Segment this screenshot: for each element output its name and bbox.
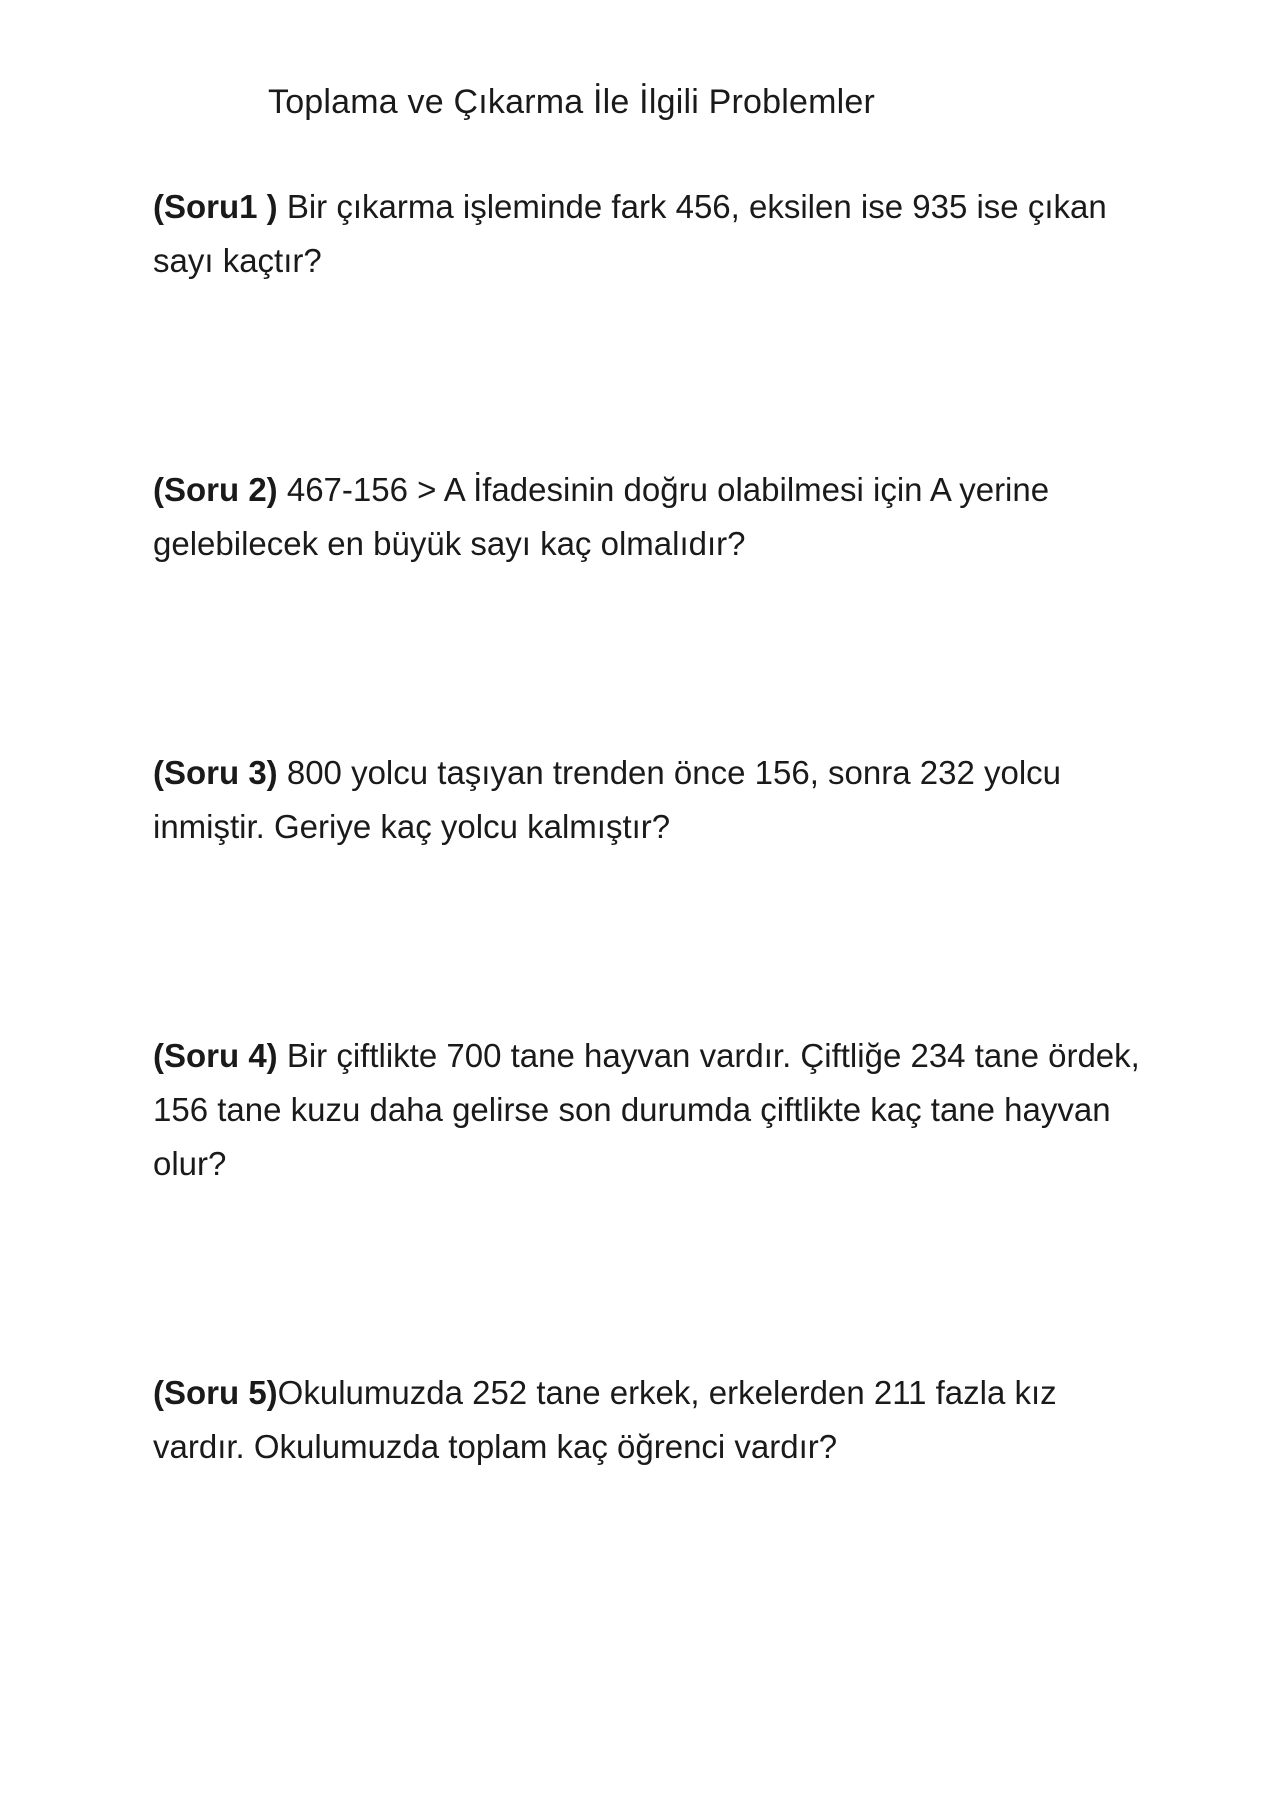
question-1 xyxy=(153,180,1143,288)
question-5-label: (Soru 5) xyxy=(153,1374,278,1411)
question-2-label: (Soru 2) xyxy=(153,471,278,508)
page-title: Toplama ve Çıkarma İle İlgili Problemler xyxy=(268,83,875,121)
question-4-label: (Soru 4) xyxy=(153,1037,278,1074)
question-5-text: Okulumuzda 252 tane erkek, erkelerden 211 fazla kız vardır. Okulumuzda toplam kaç öğrenci vardır? xyxy=(153,1374,1057,1465)
question-3 xyxy=(153,746,1143,854)
question-3-label: (Soru 3) xyxy=(153,754,278,791)
question-2 xyxy=(153,463,1143,571)
question-1-label: (Soru1 ) xyxy=(153,188,278,225)
question-1-text: Bir çıkarma işleminde fark 456, eksilen ise 935 ise çıkan sayı kaçtır? xyxy=(153,188,1107,279)
question-4 xyxy=(153,1029,1143,1191)
question-5 xyxy=(153,1366,1143,1474)
question-2-text: 467-156 > A İfadesinin doğru olabilmesi için A yerine gelebilecek en büyük sayı kaç olmalıdır? xyxy=(153,471,1050,562)
question-3-text: 800 yolcu taşıyan trenden önce 156, sonra 232 yolcu inmiştir. Geriye kaç yolcu kalmıştır? xyxy=(153,754,1062,845)
question-4-text: Bir çiftlikte 700 tane hayvan vardır. Çiftliğe 234 tane ördek, 156 tane kuzu daha gelirse son durumda çiftlikte kaç tane hayvan olur? xyxy=(153,1037,1140,1182)
